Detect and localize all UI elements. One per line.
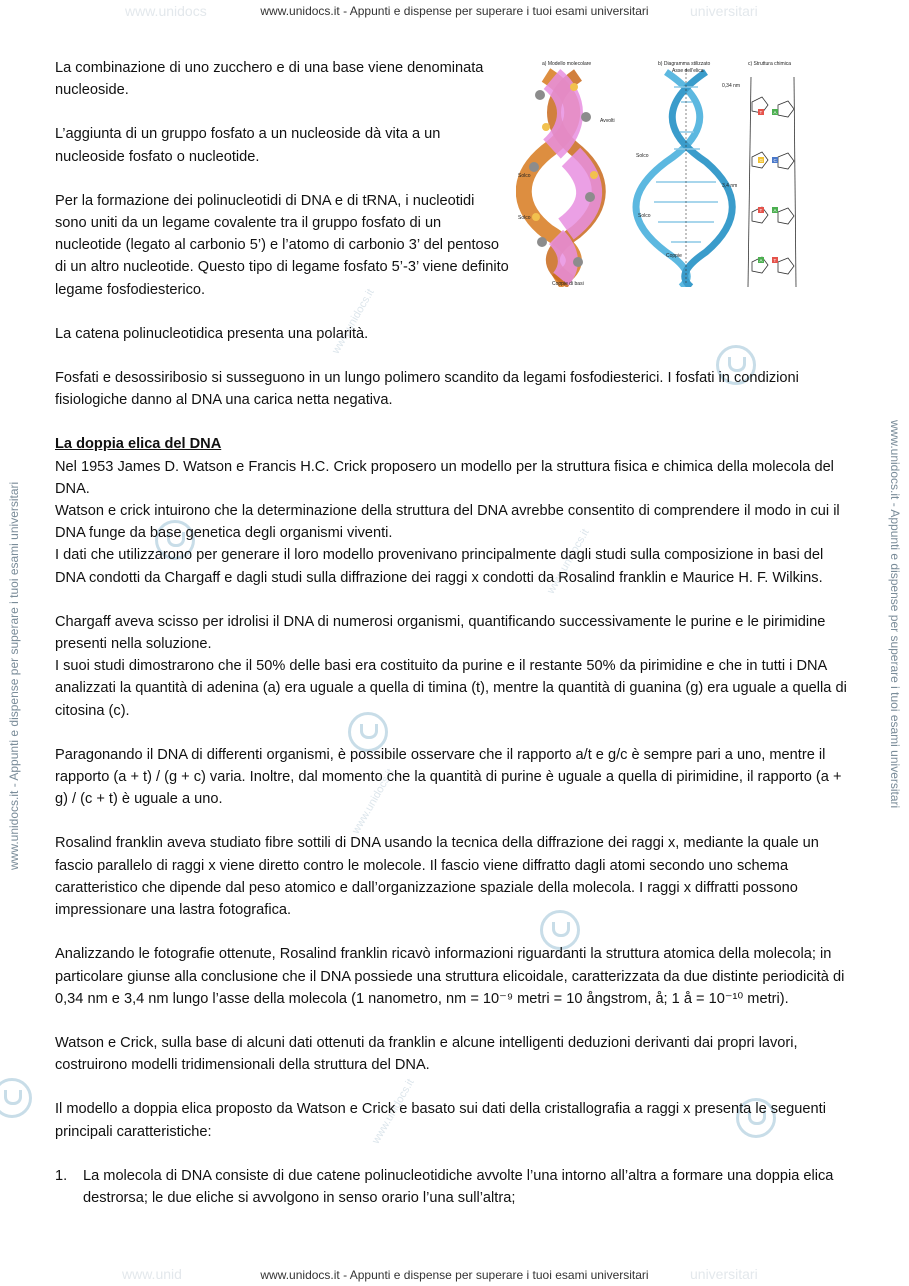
base-letter: A xyxy=(759,258,763,263)
section-heading: La doppia elica del DNA xyxy=(55,436,222,453)
base-letter: T xyxy=(759,208,763,213)
unidocs-logo-icon xyxy=(0,1078,32,1118)
paragraph: I dati che utilizzarono per generare il loro modello provenivano principalmente dagli studi sulla composizione in basi del DNA condotti da Chargaff e dagli studi sulla diffrazione dei raggi x condotti da Rosalind franklin e Maurice H. F. Wilkins. xyxy=(55,547,824,586)
base-letter: G xyxy=(759,158,764,163)
svg-text:0,34 nm: 0,34 nm xyxy=(722,83,741,89)
diagonal-watermark: www.unidocs.it xyxy=(350,766,397,836)
paragraph: Watson e crick intuirono che la determinazione della struttura del DNA avrebbe consentito di comprendere il modo in cui il DNA funge da base genetica degli organismi viventi. xyxy=(55,503,840,542)
diagonal-watermark: www.unidocs.it xyxy=(330,286,377,356)
svg-text:Solco: Solco xyxy=(518,215,531,221)
paragraph: Per la formazione dei polinucleotidi di DNA e di tRNA, i nucleotidi sono uniti da un legame covalente tra il gruppo fosfato di un nucleotide (legato al carbonio 5’) e l’atomo di carbonio 3’ del pentoso di un altro nucleotide. Questo tipo di legame fosfato 5’-3’ viene definito legame fosfodiesterico. xyxy=(55,192,509,298)
svg-text:Solco: Solco xyxy=(636,153,649,159)
diagonal-watermark: www.unidocs.it xyxy=(370,1076,417,1146)
base-letter: T xyxy=(759,110,763,115)
svg-text:Coppie di basi: Coppie di basi xyxy=(552,281,584,287)
svg-text:Avvolti: Avvolti xyxy=(600,118,615,124)
base-letter: A xyxy=(773,208,777,213)
footer-ghost-right: universitari xyxy=(690,1266,758,1282)
svg-text:Asse dell'elica: Asse dell'elica xyxy=(672,68,704,74)
base-letter: T xyxy=(773,258,777,263)
paragraph: Il modello a doppia elica proposto da Watson e Crick e basato sui dati della cristallografia a raggi x presenta le seguenti principali caratteristiche: xyxy=(55,1101,826,1140)
figure-panel-c-title: c) Struttura chimica xyxy=(748,61,792,67)
diagonal-watermark: www.unidocs.it xyxy=(545,526,592,596)
footer-ghost-left: www.unid xyxy=(122,1266,182,1282)
base-letter: A xyxy=(773,110,777,115)
paragraph: Analizzando le fotografie ottenute, Rosalind franklin ricavò informazioni riguardanti la struttura atomica della molecola; in particolare giunse alla conclusione che il DNA possiede una struttura elicoidale, caratterizzata da due distinte periodicità di 0,34 nm e 3,4 nm lungo l’asse della molecola (1 nanometro, nm = 10⁻⁹ metri = 10 ångstrom, å; 1 å = 10⁻¹⁰ metri). xyxy=(55,946,845,1007)
right-side-watermark: www.unidocs.it - Appunti e dispense per superare i tuoi esami universitari xyxy=(888,420,902,809)
paragraph: Paragonando il DNA di differenti organismi, è possibile osservare che il rapporto a/t e g/c è sempre pari a uno, mentre il rapporto (a + t) / (g + c) varia. Inoltre, dal momento che la quantità di purine è uguale a quella di pirimidine, il rapporto (a + g) / (c + t) è uguale a uno. xyxy=(55,746,842,808)
header-ghost-left: www.unidocs xyxy=(125,3,207,19)
document-body xyxy=(55,57,855,1209)
base-letter: C xyxy=(773,158,777,163)
paragraph: Fosfati e desossiribosio si susseguono in un lungo polimero scandito da legami fosfodiesterici. I fosfati in condizioni fisiologiche danno al DNA una carica netta negativa. xyxy=(55,370,799,409)
list-item xyxy=(55,1165,855,1209)
list-number: 1. xyxy=(55,1167,68,1184)
paragraph: Rosalind franklin aveva studiato fibre sottili di DNA usando la tecnica della diffrazione dei raggi x, mediante la quale un fascio parallelo di raggi x viene diretto contro le molecole. Il fascio viene diffratto dagli atomi secondo uno schema caratteristico che dipende dal peso atomico e dall’organizzazione spaziale della molecola. I raggi x diffratti possono impressionare una lastra fotografica. xyxy=(55,835,819,919)
svg-text:3,4 nm: 3,4 nm xyxy=(722,183,738,189)
svg-text:Solco: Solco xyxy=(638,213,651,219)
page-footer: www.unidocs.it - Appunti e dispense per superare i tuoi esami universitari xyxy=(260,1268,649,1282)
paragraph: Watson e Crick, sulla base di alcuni dati ottenuti da franklin e alcune intelligenti deduzioni derivanti dai propri lavori, costruirono modelli tridimensionali della struttura del DNA. xyxy=(55,1034,798,1074)
figure-panel-b-title: b) Diagramma stilizzato xyxy=(658,61,711,67)
paragraph: L’aggiunta di un gruppo fosfato a un nucleoside dà vita a un nucleoside fosfato o nucleotide. xyxy=(55,126,441,165)
left-side-watermark: www.unidocs.it - Appunti e dispense per superare i tuoi esami universitari xyxy=(7,481,21,870)
svg-text:Coppie: Coppie xyxy=(666,253,682,259)
paragraph: La catena polinucleotidica presenta una polarità. xyxy=(55,325,369,342)
paragraph: I suoi studi dimostrarono che il 50% delle basi era costituito da purine e il restante 50% da pirimidine e che in tutti i DNA analizzati la quantità di adenina (a) era uguale a quella di timina (t), mentre la quantità di guanina (g) era uguale a quella di citosina (c). xyxy=(55,658,847,719)
paragraph: Chargaff aveva scisso per idrolisi il DNA di numerosi organismi, quantificando successivamente le purine e le pirimidine presenti nella soluzione. xyxy=(55,613,826,653)
paragraph: Nel 1953 James D. Watson e Francis H.C. Crick proposero un modello per la struttura fisica e chimica della molecola del DNA. xyxy=(55,458,834,497)
paragraph: La combinazione di uno zucchero e di una base viene denominata nucleoside. xyxy=(55,60,484,99)
figure-panel-a-title: a) Modello molecolare xyxy=(542,61,592,67)
header-ghost-right: universitari xyxy=(690,3,758,19)
page-header: www.unidocs.it - Appunti e dispense per superare i tuoi esami universitari xyxy=(260,4,649,18)
svg-text:Solco: Solco xyxy=(518,173,531,179)
list-item-text: La molecola di DNA consiste di due catene polinucleotidiche avvolte l’una intorno all’altra a formare una doppia elica destrorsa; le due eliche si avvolgono in senso orario l’una sull’altra; xyxy=(83,1167,834,1206)
